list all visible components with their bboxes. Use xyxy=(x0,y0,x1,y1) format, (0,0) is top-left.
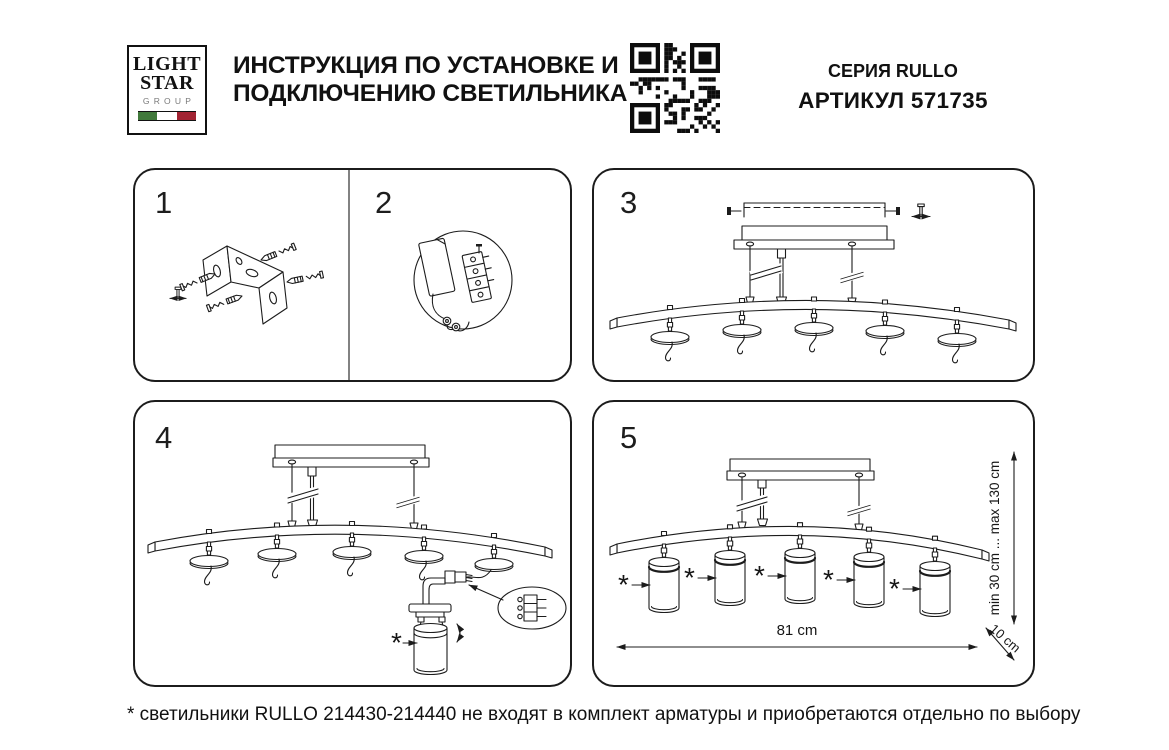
dimension-lines xyxy=(617,452,1024,660)
svg-text:*: * xyxy=(823,564,834,595)
curved-rail-drawing xyxy=(610,297,1016,363)
italian-flag-stripe xyxy=(138,111,196,121)
title-line-1: ИНСТРУКЦИЯ ПО УСТАНОВКЕ И xyxy=(233,52,619,79)
rotate-icon xyxy=(457,624,460,642)
article-label: АРТИКУЛ 571735 xyxy=(798,88,988,113)
step-2-number: 2 xyxy=(375,185,393,220)
page-title xyxy=(233,52,627,108)
step-1-2-panel xyxy=(133,168,572,382)
logo-text-light: LIGHT xyxy=(132,53,202,75)
frame-suspension-drawing xyxy=(594,170,1033,380)
step-5-number: 5 xyxy=(620,420,638,455)
svg-text:*: * xyxy=(684,562,695,593)
svg-text:*: * xyxy=(889,573,900,604)
lamp-mounting-drawing xyxy=(135,402,570,685)
height-dimension-label: min 30 cm ... max 130 cm xyxy=(987,460,1002,616)
logo-text-group: GROUP xyxy=(142,96,196,106)
lightstar-logo xyxy=(127,45,207,135)
diagonal-dimension-label: 10 cm xyxy=(987,620,1024,656)
title-line-2: ПОДКЛЮЧЕНИЮ СВЕТИЛЬНИКА xyxy=(233,80,628,107)
series-label: СЕРИЯ RULLO xyxy=(828,61,958,81)
rullo-shade-drawing xyxy=(414,628,447,675)
screw-icon xyxy=(912,204,930,217)
qr-code-icon xyxy=(630,43,720,133)
asterisk-mark: * xyxy=(391,627,402,658)
width-dimension-label: 81 cm xyxy=(776,622,818,639)
footnote: * светильники RULLO 214430-214440 не входят в комплект арматуры и приобретаются отдельно по выбору xyxy=(127,704,1081,725)
canopy-drawing xyxy=(727,459,874,530)
lamp-connection-detail xyxy=(391,570,566,675)
product-info xyxy=(768,61,1018,114)
wiring-detail-drawing xyxy=(414,231,512,331)
step-4-panel xyxy=(133,400,572,687)
mounting-bracket-drawing xyxy=(170,243,324,324)
step-1-number: 1 xyxy=(155,185,173,220)
ceiling-bracket-drawing xyxy=(727,203,930,217)
logo-text-star: STAR xyxy=(140,72,194,94)
canopy-drawing xyxy=(734,226,894,304)
step-3-panel xyxy=(592,168,1035,382)
canopy-drawing xyxy=(273,445,429,529)
step-4-number: 4 xyxy=(155,420,173,455)
bracket-and-wiring-drawing xyxy=(135,170,570,380)
svg-text:*: * xyxy=(754,560,765,591)
assembled-fixture-drawing xyxy=(594,402,1033,685)
curved-rail-drawing xyxy=(148,522,552,585)
svg-text:*: * xyxy=(618,569,629,600)
step-5-panel xyxy=(592,400,1035,687)
screw-icon xyxy=(170,287,186,298)
curved-rail-drawing xyxy=(610,523,989,617)
step-3-number: 3 xyxy=(620,185,638,220)
